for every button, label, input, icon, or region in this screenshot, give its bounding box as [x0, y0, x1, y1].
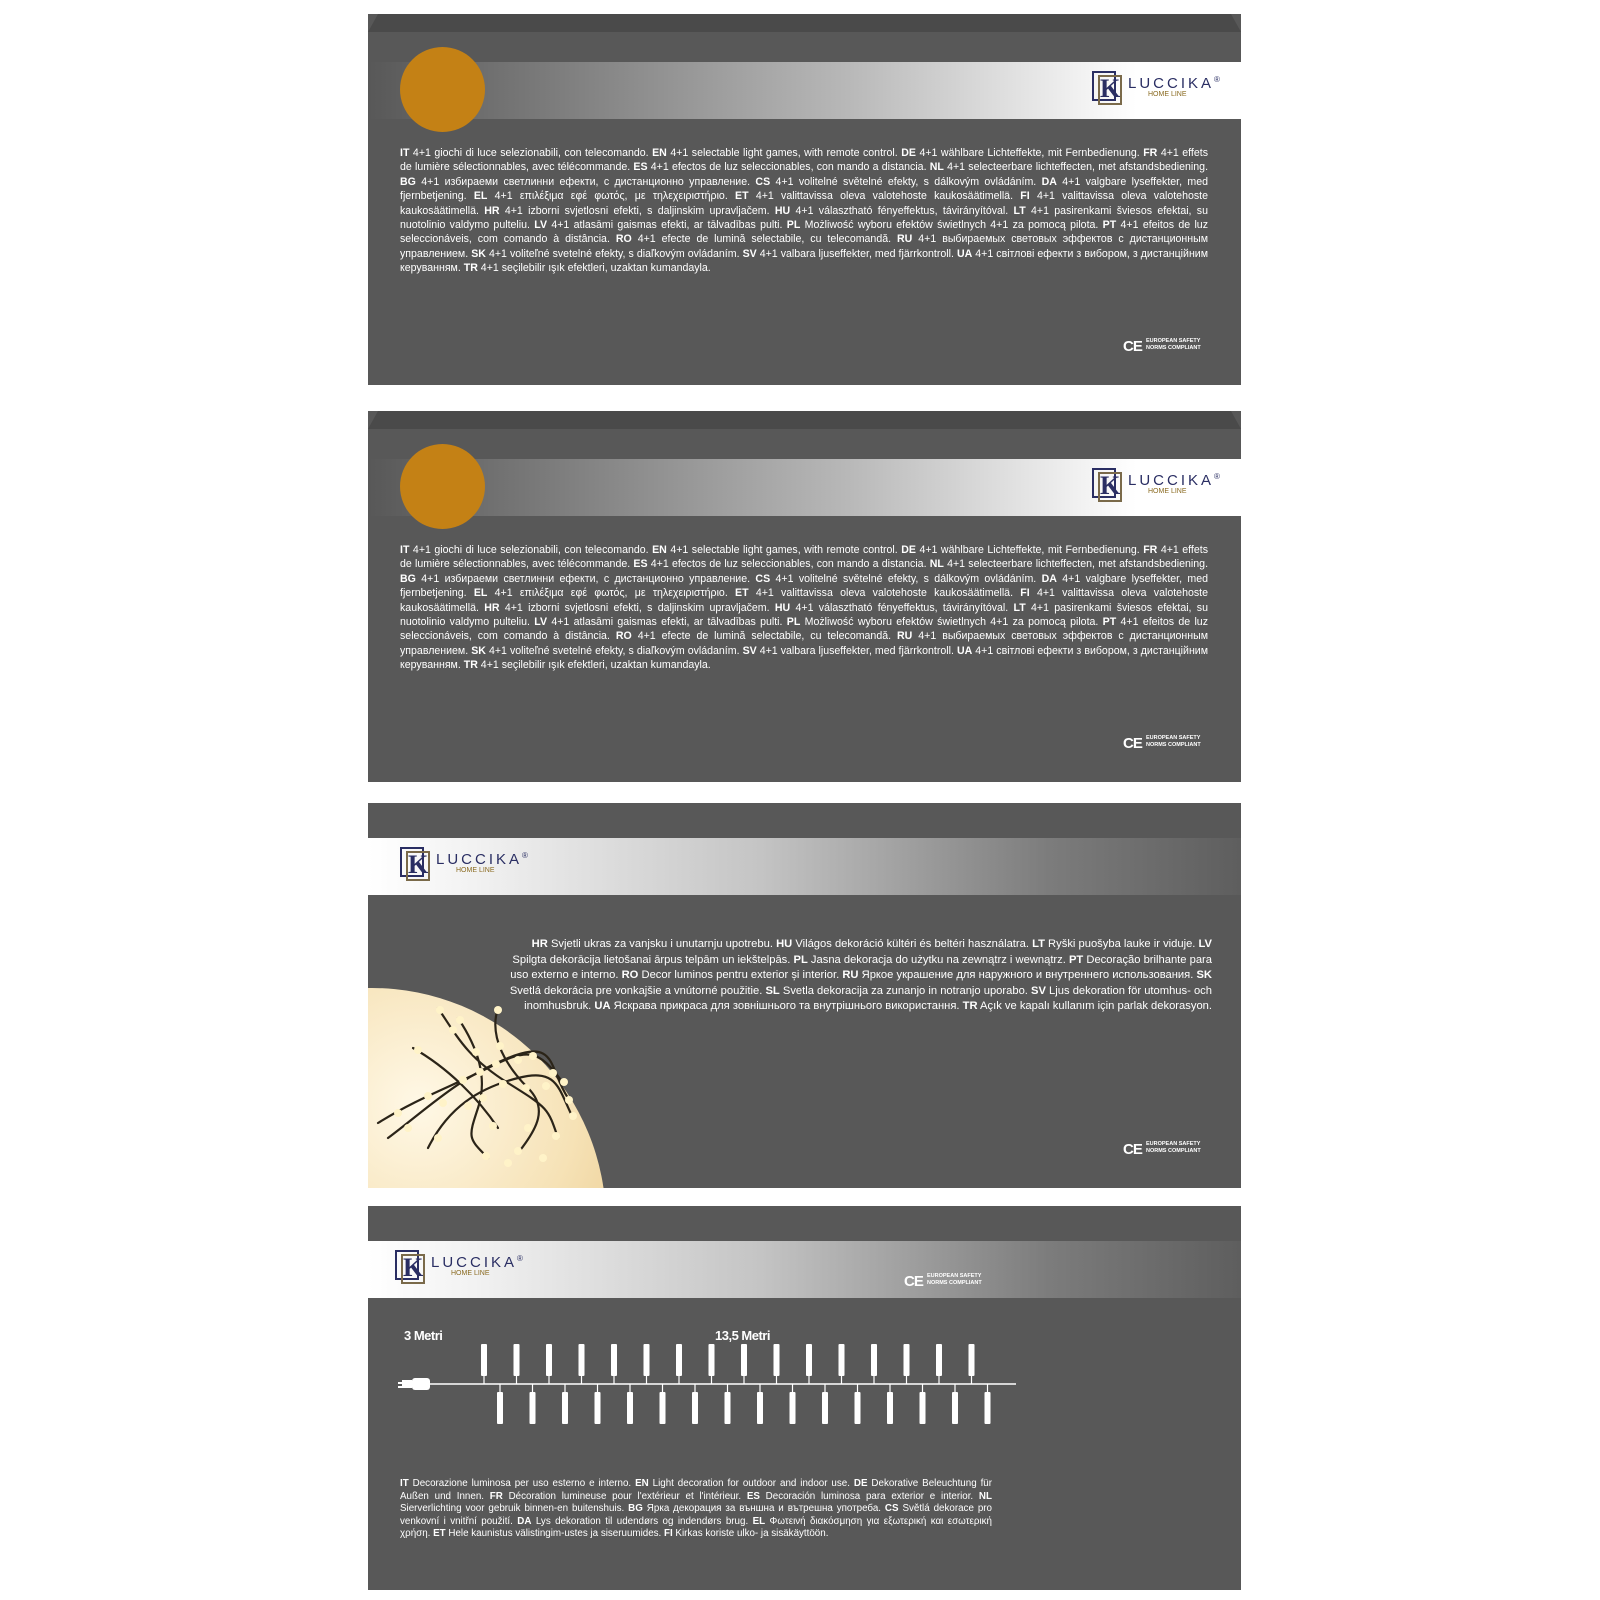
language-code: EL	[473, 190, 488, 203]
language-code: EN	[652, 544, 667, 556]
bulb-top	[579, 1344, 585, 1384]
translation-text: Jasna dekoracja do użytku na zewnątrz i wewnątrz.	[807, 953, 1069, 966]
translation-text: 4+1 voliteľné svetelné efekty, s diaľkovým ovládaním.	[485, 644, 743, 657]
multilingual-decoration-text	[498, 937, 1212, 1015]
box-side-panel-1: K LUCCIKA® HOME LINE IT 4+1 giochi di luce selezionabili, con telecomando. EN 4+1 selectable light games, with remote control. DE 4+1 wählbare Lichteffekte, mit Fernbedienung. FR 4+1 effets de lumière sélectionnables, avec télécommande. ES 4+1 efectos de luz seleccionables, con mando a distancia. NL 4+1 selecteerbare lichteffecten, met afstandsbediening. BG 4+1 избираеми светлинни ефекти, с дистанционно управление. CS 4+1 volitelné světelné efekty, s dálkovým ovládáním. DA 4+1 valgbare lyseffekter, med fjernbetjening. EL 4+1 επιλέξιμα εφέ φωτός, με τηλεχειριστήριο. ET 4+1 valittavissa oleva valotehoste kaukosäätimellä. FI 4+1 valittavissa oleva valotehoste kaukosäätimellä. HR 4+1 izborni svjetlosni efekti, s daljinskim upravljačem. HU 4+1 választható fényeffektus, távirányítóval. LT 4+1 pasirenkami šviesos efektai, su nuotolinio valdymo pulteliu. LV 4+1 atlasāmi gaismas efekti, ar tālvadības pulti. PL Możliwość wyboru efektów świetlnych 4+1 za pomocą pilota. PT 4+1 efeitos de luz seleccionáveis, com comando à distância. RO 4+1 efecte de lumină selectabile, cu telecomandă. RU 4+1 выбираемых световых эффектов с дистанционным управлением. SK 4+1 voliteľné svetelné efekty, s diaľkovým ovládaním. SV 4+1 valbara ljuseffekter, med fjärrkontroll. UA 4+1 світлові ефекти з вибором, з дистанційним керуванням. TR 4+1 seçilebilir ışık efektleri, uzaktan kumandayla. CE EUROPEAN SAFETY NORMS COMPLIANT	[368, 14, 1241, 385]
plug-connector	[398, 1378, 430, 1390]
language-code: RO	[621, 969, 639, 981]
translation-text: 4+1 efectos de luz seleccionables, con mando a distancia.	[647, 558, 930, 571]
translation-text: 4+1 efeitos de luz seleccionáveis, com comando à distância.	[400, 219, 1208, 246]
language-code: EN	[635, 1478, 649, 1489]
translation-text: 4+1 választható fényeffektus, távirányítóval.	[790, 204, 1014, 217]
language-code: RU	[897, 233, 913, 246]
translation-text: Ryški puošyba lauke ir viduje.	[1044, 938, 1199, 950]
bulb-bottom	[985, 1384, 991, 1424]
language-code: FR	[489, 1490, 503, 1502]
bulb-bottom	[855, 1384, 861, 1424]
language-code: SL	[765, 984, 780, 997]
language-code: NL	[929, 161, 944, 174]
language-code: RO	[615, 630, 632, 643]
language-code: ES	[633, 161, 648, 174]
translation-text: 4+1 світлові ефекти з вибором, з дистанційним керуванням.	[400, 644, 1209, 672]
language-code: EN	[652, 147, 667, 159]
language-code: ET	[735, 587, 749, 600]
language-code: LT	[1013, 601, 1026, 614]
bulb-top	[774, 1344, 780, 1384]
language-code: ET	[735, 190, 749, 203]
translation-text: 4+1 selectable light games, with remote control.	[666, 147, 902, 159]
bulb-top	[644, 1344, 650, 1384]
translation-text: 4+1 atlasāmi gaismas efekti, ar tālvadības pulti.	[547, 616, 787, 629]
multilingual-decoration-text	[400, 1478, 992, 1541]
language-code: PT	[1068, 953, 1084, 966]
translation-text: 4+1 választható fényeffektus, távirányítóval.	[790, 601, 1014, 614]
language-code: PT	[1102, 616, 1117, 629]
bulb-bottom	[790, 1384, 796, 1424]
bulb-bottom	[692, 1384, 698, 1424]
bulb-top	[481, 1344, 487, 1384]
translation-text: 4+1 selecteerbare lichteffecten, met afstandsbediening.	[943, 161, 1209, 174]
language-code: IT	[400, 1478, 409, 1489]
language-code: RU	[897, 630, 913, 643]
multilingual-light-games-text	[400, 543, 1208, 673]
box-side-panel-3: K LUCCIKA® HOME LINE HR Svjetli ukras za vanjsku i unutarnju upotrebu. HU Világos dekoráció kültéri és beltéri használatra. LT Ryški puošyba lauke ir viduje. LV Spilgta dekorācija lietošanai ārpus telpām un iekštelpās. PL Jasna dekoracja do użytku na zewnątrz i wewnątrz. PT Decoração brilhante para uso externo e interno. RO Decor luminos pentru exterior și interior. RU Яркое украшение для наружного и внутреннего использования. SK Svetlá dekorácia pre vonkajšie a vnútorné použitie. SL Svetla dekoracija za zunanjo in notranjo uporabo. SV Ljus dekoration för utomhus- och inomhusbruk. UA Яскрава прикраса для зовнішнього та внутрішнього використання. TR Açık ve kapalı kullanım için parlak dekorasyon. CE EUROPEAN SAFETY NORMS COMPLIANT	[368, 803, 1241, 1188]
language-code: LT	[1013, 204, 1026, 217]
language-code: NL	[929, 558, 944, 571]
translation-text: Lys dekoration til udendørs og indendørs brug.	[531, 1515, 753, 1527]
language-code: HU	[776, 938, 793, 950]
language-code: DA	[1041, 572, 1057, 585]
translation-text: 4+1 effets de lumière sélectionnables, avec télécommande.	[400, 147, 1209, 174]
bulb-top	[806, 1344, 812, 1384]
language-code: FR	[1143, 544, 1158, 556]
translation-text: 4+1 valittavissa oleva valotehoste kaukosäätimellä.	[748, 587, 1021, 600]
bulb-bottom	[627, 1384, 633, 1424]
translation-text: 4+1 valittavissa oleva valotehoste kaukosäätimellä.	[748, 190, 1021, 203]
translation-text: 4+1 giochi di luce selezionabili, con telecomando.	[409, 147, 653, 159]
language-code: HU	[774, 601, 791, 614]
bulb-bottom	[887, 1384, 893, 1424]
translation-text: 4+1 efecte de lumină selectabile, cu telecomandă.	[631, 233, 897, 246]
translation-text: 4+1 seçilebilir ışık efektleri, uzaktan kumandayla.	[477, 659, 711, 672]
translation-text: Możliwość wyboru efektów świetlnych 4+1 za pomocą pilota.	[800, 219, 1103, 232]
translation-text: Decoración luminosa para exterior e interior.	[759, 1490, 979, 1502]
language-code: IT	[400, 544, 410, 556]
language-code: DA	[517, 1515, 532, 1527]
translation-text: 4+1 efecte de lumină selectabile, cu telecomandă.	[631, 630, 897, 643]
translation-text: Яскрава прикраса для зовнішнього та внутрішнього використання.	[610, 1000, 963, 1012]
translation-text: 4+1 effets de lumière sélectionnables, avec télécommande.	[400, 544, 1209, 571]
language-code: UA	[956, 247, 973, 260]
translation-text: Decorazione luminosa per uso esterno e interno.	[408, 1478, 636, 1489]
bulb-top	[546, 1344, 552, 1384]
bulb-top	[904, 1344, 910, 1384]
language-code: SK	[471, 644, 486, 657]
translation-text: 4+1 volitelné světelné efekty, s dálkovým ovládáním.	[770, 572, 1042, 585]
translation-text: Kirkas koriste ulko- ja sisäkäyttöön.	[672, 1528, 829, 1540]
bulb-bottom	[530, 1384, 536, 1424]
bulb-top	[871, 1344, 877, 1384]
translation-text: 4+1 світлові ефекти з вибором, з дистанційним керуванням.	[400, 247, 1209, 275]
bulb-top	[611, 1344, 617, 1384]
language-code: CS	[884, 1503, 899, 1515]
translation-text: 4+1 valittavissa oleva valotehoste kaukosäätimellä.	[400, 190, 1208, 217]
translation-text: 4+1 valbara ljuseffekter, med fjärrkontroll.	[756, 247, 957, 260]
translation-text: Ljus dekoration för utomhus- och inomhusbruk.	[524, 984, 1212, 1012]
language-code: SK	[1196, 969, 1212, 981]
translation-text: Décoration lumineuse pour l'extérieur et l'intérieur.	[502, 1490, 747, 1502]
language-code: ES	[746, 1490, 760, 1502]
language-code: DA	[1041, 175, 1057, 188]
bulb-top	[741, 1344, 747, 1384]
language-code: FI	[663, 1528, 673, 1540]
box-side-panel-2: K LUCCIKA® HOME LINE IT 4+1 giochi di luce selezionabili, con telecomando. EN 4+1 selectable light games, with remote control. DE 4+1 wählbare Lichteffekte, mit Fernbedienung. FR 4+1 effets de lumière sélectionnables, avec télécommande. ES 4+1 efectos de luz seleccionables, con mando a distancia. NL 4+1 selecteerbare lichteffecten, met afstandsbediening. BG 4+1 избираеми светлинни ефекти, с дистанционно управление. CS 4+1 volitelné světelné efekty, s dálkovým ovládáním. DA 4+1 valgbare lyseffekter, med fjernbetjening. EL 4+1 επιλέξιμα εφέ φωτός, με τηλεχειριστήριο. ET 4+1 valittavissa oleva valotehoste kaukosäätimellä. FI 4+1 valittavissa oleva valotehoste kaukosäätimellä. HR 4+1 izborni svjetlosni efekti, s daljinskim upravljačem. HU 4+1 választható fényeffektus, távirányítóval. LT 4+1 pasirenkami šviesos efektai, su nuotolinio valdymo pulteliu. LV 4+1 atlasāmi gaismas efekti, ar tālvadības pulti. PL Możliwość wyboru efektów świetlnych 4+1 za pomocą pilota. PT 4+1 efeitos de luz seleccionáveis, com comando à distância. RO 4+1 efecte de lumină selectabile, cu telecomandă. RU 4+1 выбираемых световых эффектов с дистанционным управлением. SK 4+1 voliteľné svetelné efekty, s diaľkovým ovládaním. SV 4+1 valbara ljuseffekter, med fjärrkontroll. UA 4+1 світлові ефекти з вибором, з дистанційним керуванням. TR 4+1 seçilebilir ışık efektleri, uzaktan kumandayla. CE EUROPEAN SAFETY NORMS COMPLIANT	[368, 411, 1241, 782]
translation-text: 4+1 giochi di luce selezionabili, con telecomando.	[409, 544, 653, 556]
orange-circle-icon	[400, 47, 485, 132]
translation-text: Яркое украшение для наружного и внутреннего использования.	[858, 969, 1197, 981]
translation-text: 4+1 valgbare lyseffekter, med fjernbetjening.	[400, 572, 1209, 600]
language-code: FR	[1143, 147, 1158, 159]
language-code: CS	[755, 175, 771, 188]
language-code: LV	[534, 219, 548, 232]
translation-text: Sierverlichting voor gebruik binnen-en buitenshuis.	[400, 1503, 629, 1515]
bulb-bottom	[920, 1384, 926, 1424]
bulb-top	[936, 1344, 942, 1384]
translation-text: Spilgta dekorācija lietošanai ārpus telpām un iekštelpās.	[512, 953, 794, 966]
translation-text: Dekorative Beleuchtung für Außen und Innen.	[400, 1478, 993, 1502]
translation-text: Możliwość wyboru efektów świetlnych 4+1 za pomocą pilota.	[800, 616, 1103, 629]
translation-text: Svjetli ukras za vanjsku i unutarnju upotrebu.	[547, 938, 777, 950]
translation-text: 4+1 выбираемых световых эффектов с дистанционным управлением.	[400, 233, 1208, 260]
language-code: DE	[901, 544, 916, 556]
language-code: PL	[786, 219, 801, 232]
language-code: PL	[793, 953, 808, 966]
language-code: ES	[633, 558, 648, 571]
language-code: BG	[628, 1503, 643, 1515]
translation-text: 4+1 voliteľné svetelné efekty, s diaľkovým ovládaním.	[485, 247, 743, 260]
translation-text: 4+1 izborni svjetlosni efekti, s daljinskim upravljačem.	[499, 601, 775, 614]
luccika-logo: K LUCCIKA® HOME LINE	[1092, 71, 1212, 107]
translation-text: 4+1 efectos de luz seleccionables, con mando a distancia.	[647, 161, 930, 174]
translation-text: Decoração brilhante para uso externo e interno.	[510, 953, 1212, 981]
translation-text: 4+1 επιλέξιμα εφέ φωτός, με τηλεχειριστήριο.	[487, 190, 736, 203]
translation-text: 4+1 valgbare lyseffekter, med fjernbetjening.	[400, 175, 1209, 203]
translation-text: 4+1 izborni svjetlosni efekti, s daljinskim upravljačem.	[499, 204, 775, 217]
language-code: ET	[433, 1528, 446, 1540]
lead-cable-length-label: 3 Metri	[404, 1328, 443, 1343]
translation-text: Light decoration for outdoor and indoor use.	[648, 1478, 854, 1489]
language-code: PT	[1102, 219, 1117, 232]
panel-top-bevel	[368, 411, 1241, 429]
language-code: SV	[742, 644, 757, 657]
bulb-top	[969, 1344, 975, 1384]
language-code: IT	[400, 147, 410, 159]
language-code: TR	[463, 262, 478, 275]
translation-text: Světlá dekorace pro venkovní i vnitřní použití.	[400, 1503, 992, 1527]
language-code: UA	[956, 644, 973, 657]
language-code: SV	[742, 247, 757, 260]
language-code: HR	[531, 938, 548, 950]
language-code: TR	[962, 1000, 978, 1012]
light-string-diagram	[396, 1344, 1016, 1464]
translation-text: Φωτεινή διακόσμηση για εξωτερική και εσωτερική χρήση.	[400, 1515, 992, 1540]
language-code: DE	[853, 1478, 868, 1489]
translation-text: Decor luminos pentru exterior și interior.	[638, 969, 843, 981]
translation-text: Svetla dekoracija za zunanjo in notranjo uporabo.	[779, 984, 1032, 997]
translation-text: 4+1 избираеми светлинни ефекти, с дистанционно управление.	[415, 175, 756, 188]
bulb-bottom	[562, 1384, 568, 1424]
translation-text: 4+1 selectable light games, with remote control.	[666, 544, 902, 556]
language-code: HU	[774, 204, 791, 217]
language-code: FI	[1020, 190, 1030, 203]
bulb-top	[839, 1344, 845, 1384]
translation-text: Svetlá dekorácia pre vonkajšie a vnútorné použitie.	[509, 984, 766, 997]
language-code: UA	[594, 1000, 611, 1012]
language-code: PL	[786, 616, 801, 629]
luccika-logo: K LUCCIKA® HOME LINE	[400, 847, 520, 883]
multilingual-light-games-text	[400, 146, 1208, 276]
bulb-top	[676, 1344, 682, 1384]
light-string-length-label: 13,5 Metri	[715, 1328, 770, 1343]
translation-text: 4+1 pasirenkami šviesos efektai, su nuotolinio valdymo pulteliu.	[400, 204, 1209, 232]
bulb-top	[709, 1344, 715, 1384]
fairy-lights-photo	[368, 988, 605, 1188]
bulb-top	[514, 1344, 520, 1384]
light-string-illustration	[368, 988, 605, 1188]
box-side-panel-4: K LUCCIKA® HOME LINE CE EUROPEAN SAFETY NORMS COMPLIANT 3 Metri 13,5 Metri IT Decorazione luminosa per uso esterno e interno. EN Light decoration for outdoor and indoor use. DE Dekorative Beleuchtung für Außen und Innen. FR Décoration lumineuse pour l'extérieur et l'intérieur. ES Decoración luminosa para exterior e interior. NL Sierverlichting voor gebruik binnen-en buitenshuis. BG Ярка декорация за външна и вътрешна употреба. CS Světlá dekorace pro venkovní i vnitřní použití. DA Lys dekoration til udendørs og indendørs brug. EL Φωτεινή διακόσμηση για εξωτερική και εσωτερική χρήση. ET Hele kaunistus välistingim-ustes ja siseruumides. FI Kirkas koriste ulko- ja sisäkäyttöön.	[368, 1206, 1241, 1590]
translation-text: Hele kaunistus välistingim-ustes ja siseruumides.	[445, 1528, 664, 1540]
bulb-bottom	[725, 1384, 731, 1424]
translation-text: 4+1 volitelné světelné efekty, s dálkovým ovládáním.	[770, 175, 1042, 188]
translation-text: 4+1 efeitos de luz seleccionáveis, com comando à distância.	[400, 616, 1208, 643]
translation-text: 4+1 valittavissa oleva valotehoste kaukosäätimellä.	[400, 587, 1208, 614]
language-code: HR	[484, 204, 500, 217]
bulb-bottom	[660, 1384, 666, 1424]
translation-text: 4+1 pasirenkami šviesos efektai, su nuotolinio valdymo pulteliu.	[400, 601, 1209, 629]
translation-text: 4+1 επιλέξιμα εφέ φωτός, με τηλεχειριστήριο.	[487, 587, 736, 600]
language-code: EL	[473, 587, 488, 600]
translation-text: Açık ve kapalı kullanım için parlak dekorasyon.	[977, 1000, 1212, 1012]
language-code: RO	[615, 233, 632, 246]
bulb-bottom	[497, 1384, 503, 1424]
translation-text: 4+1 seçilebilir ışık efektleri, uzaktan kumandayla.	[477, 262, 711, 275]
translation-text: 4+1 wählbare Lichteffekte, mit Fernbedienung.	[915, 544, 1144, 556]
language-code: SK	[471, 247, 486, 260]
translation-text: 4+1 atlasāmi gaismas efekti, ar tālvadības pulti.	[547, 219, 787, 232]
luccika-logo: K LUCCIKA® HOME LINE	[395, 1250, 515, 1286]
translation-text: 4+1 выбираемых световых эффектов с дистанционным управлением.	[400, 630, 1208, 657]
language-code: LV	[1198, 938, 1212, 950]
language-code: BG	[400, 572, 416, 585]
language-code: FI	[1020, 587, 1030, 600]
language-code: DE	[901, 147, 916, 159]
translation-text: Ярка декорация за външна и вътрешна употреба.	[642, 1503, 885, 1515]
translation-text: 4+1 valbara ljuseffekter, med fjärrkontroll.	[756, 644, 957, 657]
bulb-bottom	[757, 1384, 763, 1424]
translation-text: 4+1 wählbare Lichteffekte, mit Fernbedienung.	[915, 147, 1144, 159]
translation-text: Világos dekoráció kültéri és beltéri használatra.	[792, 938, 1033, 950]
translation-text: 4+1 selecteerbare lichteffecten, met afstandsbediening.	[943, 558, 1209, 571]
language-code: EL	[752, 1515, 766, 1527]
language-code: TR	[463, 659, 478, 672]
language-code: BG	[400, 175, 416, 188]
language-code: LV	[534, 616, 548, 629]
language-code: LT	[1032, 938, 1045, 950]
language-code: HR	[484, 601, 500, 614]
bulb-bottom	[822, 1384, 828, 1424]
orange-circle-icon	[400, 444, 485, 529]
language-code: CS	[755, 572, 771, 585]
language-code: RU	[842, 969, 859, 981]
translation-text: 4+1 избираеми светлинни ефекти, с дистанционно управление.	[415, 572, 756, 585]
bulb-bottom	[952, 1384, 958, 1424]
luccika-logo: K LUCCIKA® HOME LINE	[1092, 468, 1212, 504]
language-code: SV	[1031, 984, 1046, 997]
language-code: NL	[978, 1490, 992, 1502]
panel-top-bevel	[368, 14, 1241, 32]
bulb-bottom	[595, 1384, 601, 1424]
